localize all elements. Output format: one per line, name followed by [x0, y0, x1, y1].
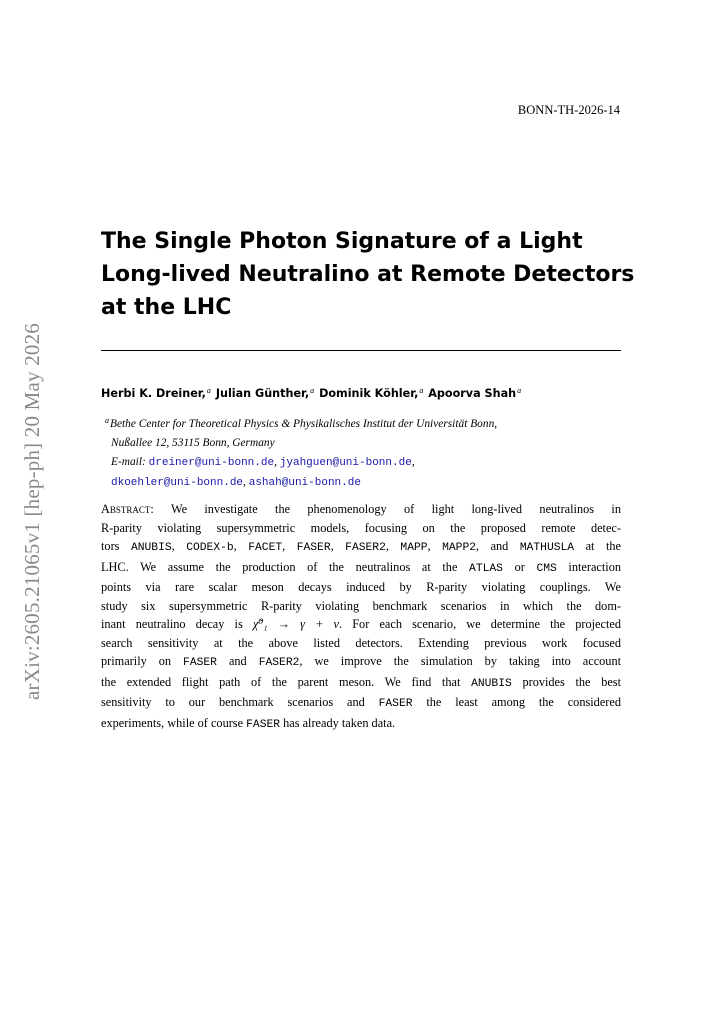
abstract-text: and — [228, 654, 247, 668]
affiliation-institute: Bethe Center for Theoretical Physics & Physikalisches Institut der Universität Bonn, — [110, 418, 498, 430]
detector-name: ATLAS — [469, 562, 503, 575]
detector-name: FASER — [378, 698, 413, 710]
author-list — [101, 386, 621, 400]
affiliation-mark: a — [310, 386, 315, 395]
abstract-text: We investigate the phenomenology of light long-lived neutralinos in — [170, 502, 621, 516]
author-name: Apoorva Shah — [428, 387, 517, 400]
abstract-text: , we improve the simulation by taking into account — [299, 654, 622, 668]
detector-name: CMS — [536, 562, 557, 575]
author-name: Dominik Köhler, — [319, 387, 419, 400]
abstract-text: LHC. We assume the production of the neutralinos at the — [101, 559, 458, 574]
abstract-text: tors — [101, 539, 120, 553]
title-line: at the LHC — [101, 295, 232, 320]
abstract-text: sensitivity to our benchmark scenarios and — [101, 695, 365, 709]
email-label: E-mail: — [111, 456, 146, 468]
author-name: Julian Günther, — [215, 387, 310, 400]
abstract-text: experiments, while of course — [101, 715, 244, 730]
title-line: The Single Photon Signature of a Light — [101, 229, 583, 254]
abstract-text: primarily on — [101, 654, 172, 668]
abstract-text: and — [490, 539, 509, 553]
abstract-text: provides the best — [511, 674, 622, 689]
detector-name: CODEX-b — [186, 542, 234, 554]
detector-name: FASER — [296, 542, 331, 554]
email-link[interactable]: jyahguen@uni-bonn.de — [279, 457, 412, 469]
detector-name: FASER — [246, 718, 281, 731]
author-name: Herbi K. Dreiner, — [101, 387, 206, 400]
abstract-text: or — [514, 559, 525, 574]
abstract-text: the least among the considered — [426, 695, 621, 709]
title-rule — [101, 350, 621, 351]
abstract-text: search sensitivity at the above listed detectors. Extending previous work focused — [101, 635, 621, 650]
email-link[interactable]: dkoehler@uni-bonn.de — [111, 477, 244, 489]
abstract-label: Abstract: — [101, 502, 154, 516]
affiliation-block: $^a$Bethe Center for Theoretical Physics & Physikalisches Institut der Universität Bonn, Nußallee 12, 53115 Bonn, Germany E-mail: dreiner@uni-bonn.de, jyahguen@uni-bonn.de, dkoehler@uni-bonn.de, ashah@uni-bonn.de — [104, 411, 624, 493]
detector-name: MATHUSLA — [519, 542, 575, 554]
arxiv-identifier[interactable]: arXiv:2605.21065v1 [hep-ph] 20 May 2026 — [20, 323, 44, 700]
abstract-text: R-parity violating supersymmetric models, focusing on the proposed remote detec- — [101, 520, 621, 535]
email-link[interactable]: ashah@uni-bonn.de — [248, 477, 361, 489]
report-number: BONN-TH-2026-14 — [517, 103, 620, 117]
email-link[interactable]: dreiner@uni-bonn.de — [148, 457, 275, 469]
paper-title — [101, 225, 635, 324]
title-line: Long-lived Neutralino at Remote Detectors — [101, 262, 635, 287]
affiliation-mark: a — [206, 386, 211, 395]
affiliation-address: Nußallee 12, 53115 Bonn, Germany — [111, 437, 275, 449]
abstract-text: . For each scenario, we determine the projected — [339, 617, 622, 631]
affiliation-mark: a — [419, 386, 424, 395]
abstract-text: interaction — [568, 559, 622, 574]
detector-name: ANUBIS — [471, 677, 512, 690]
abstract-text — [101, 673, 621, 694]
detector-name: FASER2 — [258, 657, 300, 669]
decay-formula: χ̃⁰₁ → γ + ν — [252, 617, 339, 631]
detector-name: FACET — [248, 542, 283, 554]
abstract-text: has already taken data. — [283, 715, 396, 730]
detector-name: FASER — [183, 657, 217, 669]
affiliation-mark: a — [517, 386, 522, 395]
abstract-text: inant neutralino decay is — [101, 617, 243, 631]
abstract-text: study six supersymmetric R-parity violating benchmark scenarios in which the dom- — [101, 598, 621, 613]
abstract-text: at the — [585, 539, 621, 553]
detector-name: MAPP — [400, 542, 428, 554]
abstract-text: the extended flight path of the parent meson. We find that — [101, 674, 472, 689]
abstract: Abstract: We investigate the phenomenology of light long-lived neutralinos in R-parity violating supersymmetric models, focusing on the proposed remote detec- tors ANUBIS, CODEX-b, FACET, FASER, FASER2, MAPP, MAPP2, and MATHUSLA at the LHC. We assume the production of the neutralinos at the ATLAS or CMS interaction points via rare scalar meson decays induced by R-parity violating couplings. We study six supersymmetric R-parity violating benchmark scenarios in which the dom- inant neutralino decay is χ̃⁰₁ → γ + ν. For each scenario, we determine the projected search sensitivity at the above listed detectors. Extending previous work focused primarily on FASER and FASER2, we improve the simulation by taking into account the extended flight path of the parent meson. We find that ANUBIS provides the best sensitivity to our benchmark scenarios and FASER the least among the considered experiments, while of course FASER has already taken data. — [101, 502, 622, 731]
detector-name: ANUBIS — [130, 542, 172, 554]
detector-name: MAPP2 — [442, 542, 477, 554]
abstract-text: points via rare scalar meson decays induced by R-parity violating couplings. We — [101, 580, 621, 594]
arxiv-stamp — [20, 290, 50, 700]
affiliation-mark: a — [105, 416, 109, 425]
detector-name: FASER2 — [345, 542, 386, 554]
